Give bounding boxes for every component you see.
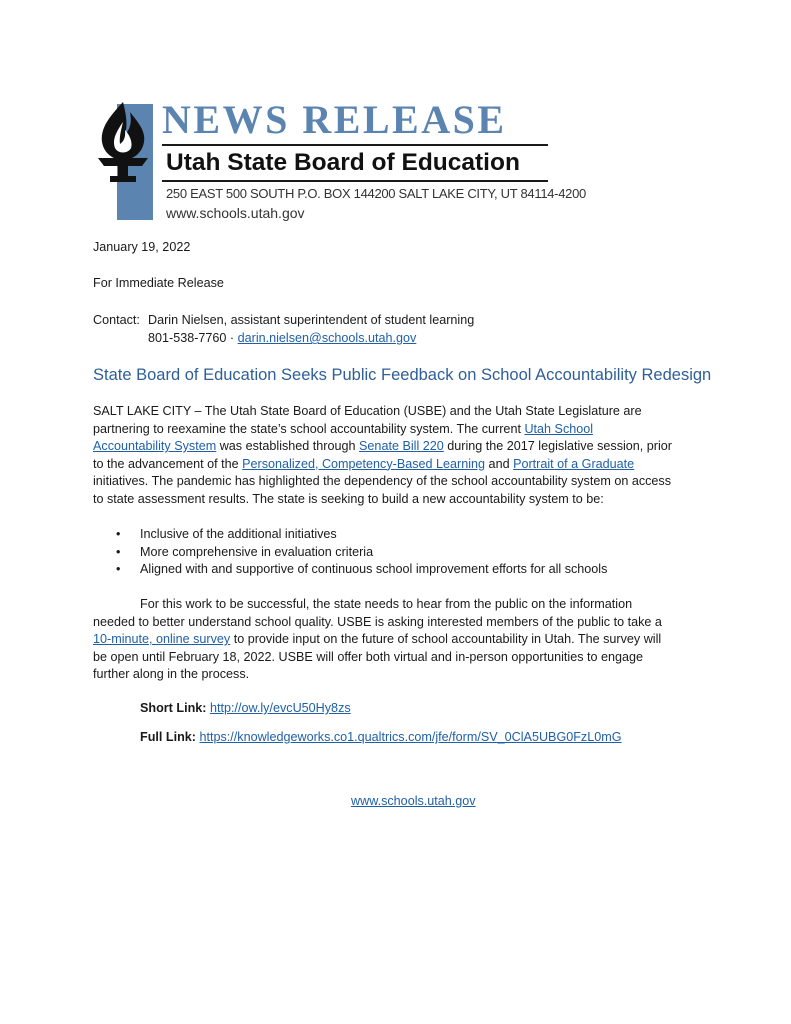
full-link-label: Full Link:	[140, 730, 196, 744]
news-release-title: NEWS RELEASE	[162, 97, 507, 142]
full-link-row	[140, 729, 622, 747]
text-span: to provide input on the future of school accountability in Utah. The survey will	[230, 632, 662, 646]
paragraph-survey	[93, 596, 697, 684]
list-item	[116, 561, 676, 579]
text-span: was established through	[216, 439, 360, 453]
text-span: during the 2017 legislative session, prior	[443, 439, 672, 453]
list-item-text: More comprehensive in evaluation criteria	[140, 544, 374, 559]
short-link-url[interactable]: http://ow.ly/evcU50Hy8zs	[209, 701, 351, 715]
text-line: further along in the process.	[93, 667, 250, 681]
release-date: January 19, 2022	[93, 240, 191, 254]
full-link-url[interactable]: https://knowledgeworks.co1.qualtrics.com/jfe/form/SV_0ClA5UBG0FzL0mG	[199, 730, 622, 744]
headline: State Board of Education Seeks Public Feedback on School Accountability Redesign	[93, 366, 712, 384]
utah-school-accountability-link[interactable]: Accountability System	[93, 439, 217, 453]
list-item-text: Aligned with and supportive of continuous school improvement efforts for all schools	[140, 562, 608, 576]
bullet-icon: •	[116, 527, 121, 541]
online-survey-link[interactable]: 10-minute, online survey	[93, 632, 231, 646]
bullet-icon: •	[116, 562, 121, 576]
organization-website: www.schools.utah.gov	[166, 205, 305, 221]
text-line: to state assessment results. The state is seeking to build a new accountability system to be:	[93, 491, 604, 506]
contact-label: Contact:	[93, 313, 140, 327]
organization-address: 250 EAST 500 SOUTH P.O. BOX 144200 SALT LAKE CITY, UT 84114-4200	[166, 186, 586, 201]
short-link-row	[140, 700, 351, 718]
letterhead-divider	[162, 144, 548, 146]
text-span: to the advancement of the	[93, 456, 243, 471]
text-span: partnering to reexamine the state’s school accountability system. The current	[93, 421, 525, 436]
portrait-of-a-graduate-link[interactable]: Portrait of a Graduate	[513, 456, 635, 471]
list-item-text: Inclusive of the additional initiatives	[140, 527, 337, 541]
release-type: For Immediate Release	[93, 276, 224, 290]
footer-website	[351, 793, 476, 811]
contact-name: Darin Nielsen, assistant superintendent of student learning	[148, 313, 475, 327]
contact-phone: 801-538-7760 ·	[148, 331, 238, 345]
letterhead	[92, 97, 586, 224]
letterhead-divider	[162, 180, 548, 182]
senate-bill-220-link[interactable]: Senate Bill 220	[359, 439, 444, 453]
text-line: needed to better understand school quality. USBE is asking interested members of the public to take a	[93, 614, 662, 629]
organization-name: Utah State Board of Education	[166, 149, 520, 176]
text-line	[93, 631, 697, 649]
text-line: For this work to be successful, the state needs to hear from the public on the information	[140, 597, 633, 611]
torch-icon	[92, 100, 154, 184]
text-line	[93, 456, 697, 474]
paragraph-intro	[93, 403, 697, 508]
contact-details	[148, 330, 416, 348]
bullet-icon: •	[116, 544, 121, 559]
footer-website-link[interactable]: www.schools.utah.gov	[351, 794, 476, 808]
text-line: be open until February 18, 2022. USBE will offer both virtual and in-person opportunities to engage	[93, 649, 644, 664]
text-line: initiatives. The pandemic has highlighted the dependency of the school accountability system on access	[93, 474, 672, 488]
short-link-label: Short Link:	[140, 701, 207, 715]
list-item	[116, 526, 676, 544]
personalized-competency-based-learning-link[interactable]: Personalized, Competency-Based Learning	[242, 456, 486, 471]
text-line	[93, 421, 697, 439]
utah-school-accountability-link[interactable]: Utah School	[524, 421, 594, 436]
text-line: SALT LAKE CITY – The Utah State Board of Education (USBE) and the Utah State Legislature are	[93, 404, 642, 418]
contact-email-link[interactable]: darin.nielsen@schools.utah.gov	[237, 331, 417, 345]
list-item	[116, 544, 676, 562]
bullet-list	[116, 526, 676, 579]
text-span: and	[485, 456, 514, 471]
text-line	[93, 438, 697, 456]
